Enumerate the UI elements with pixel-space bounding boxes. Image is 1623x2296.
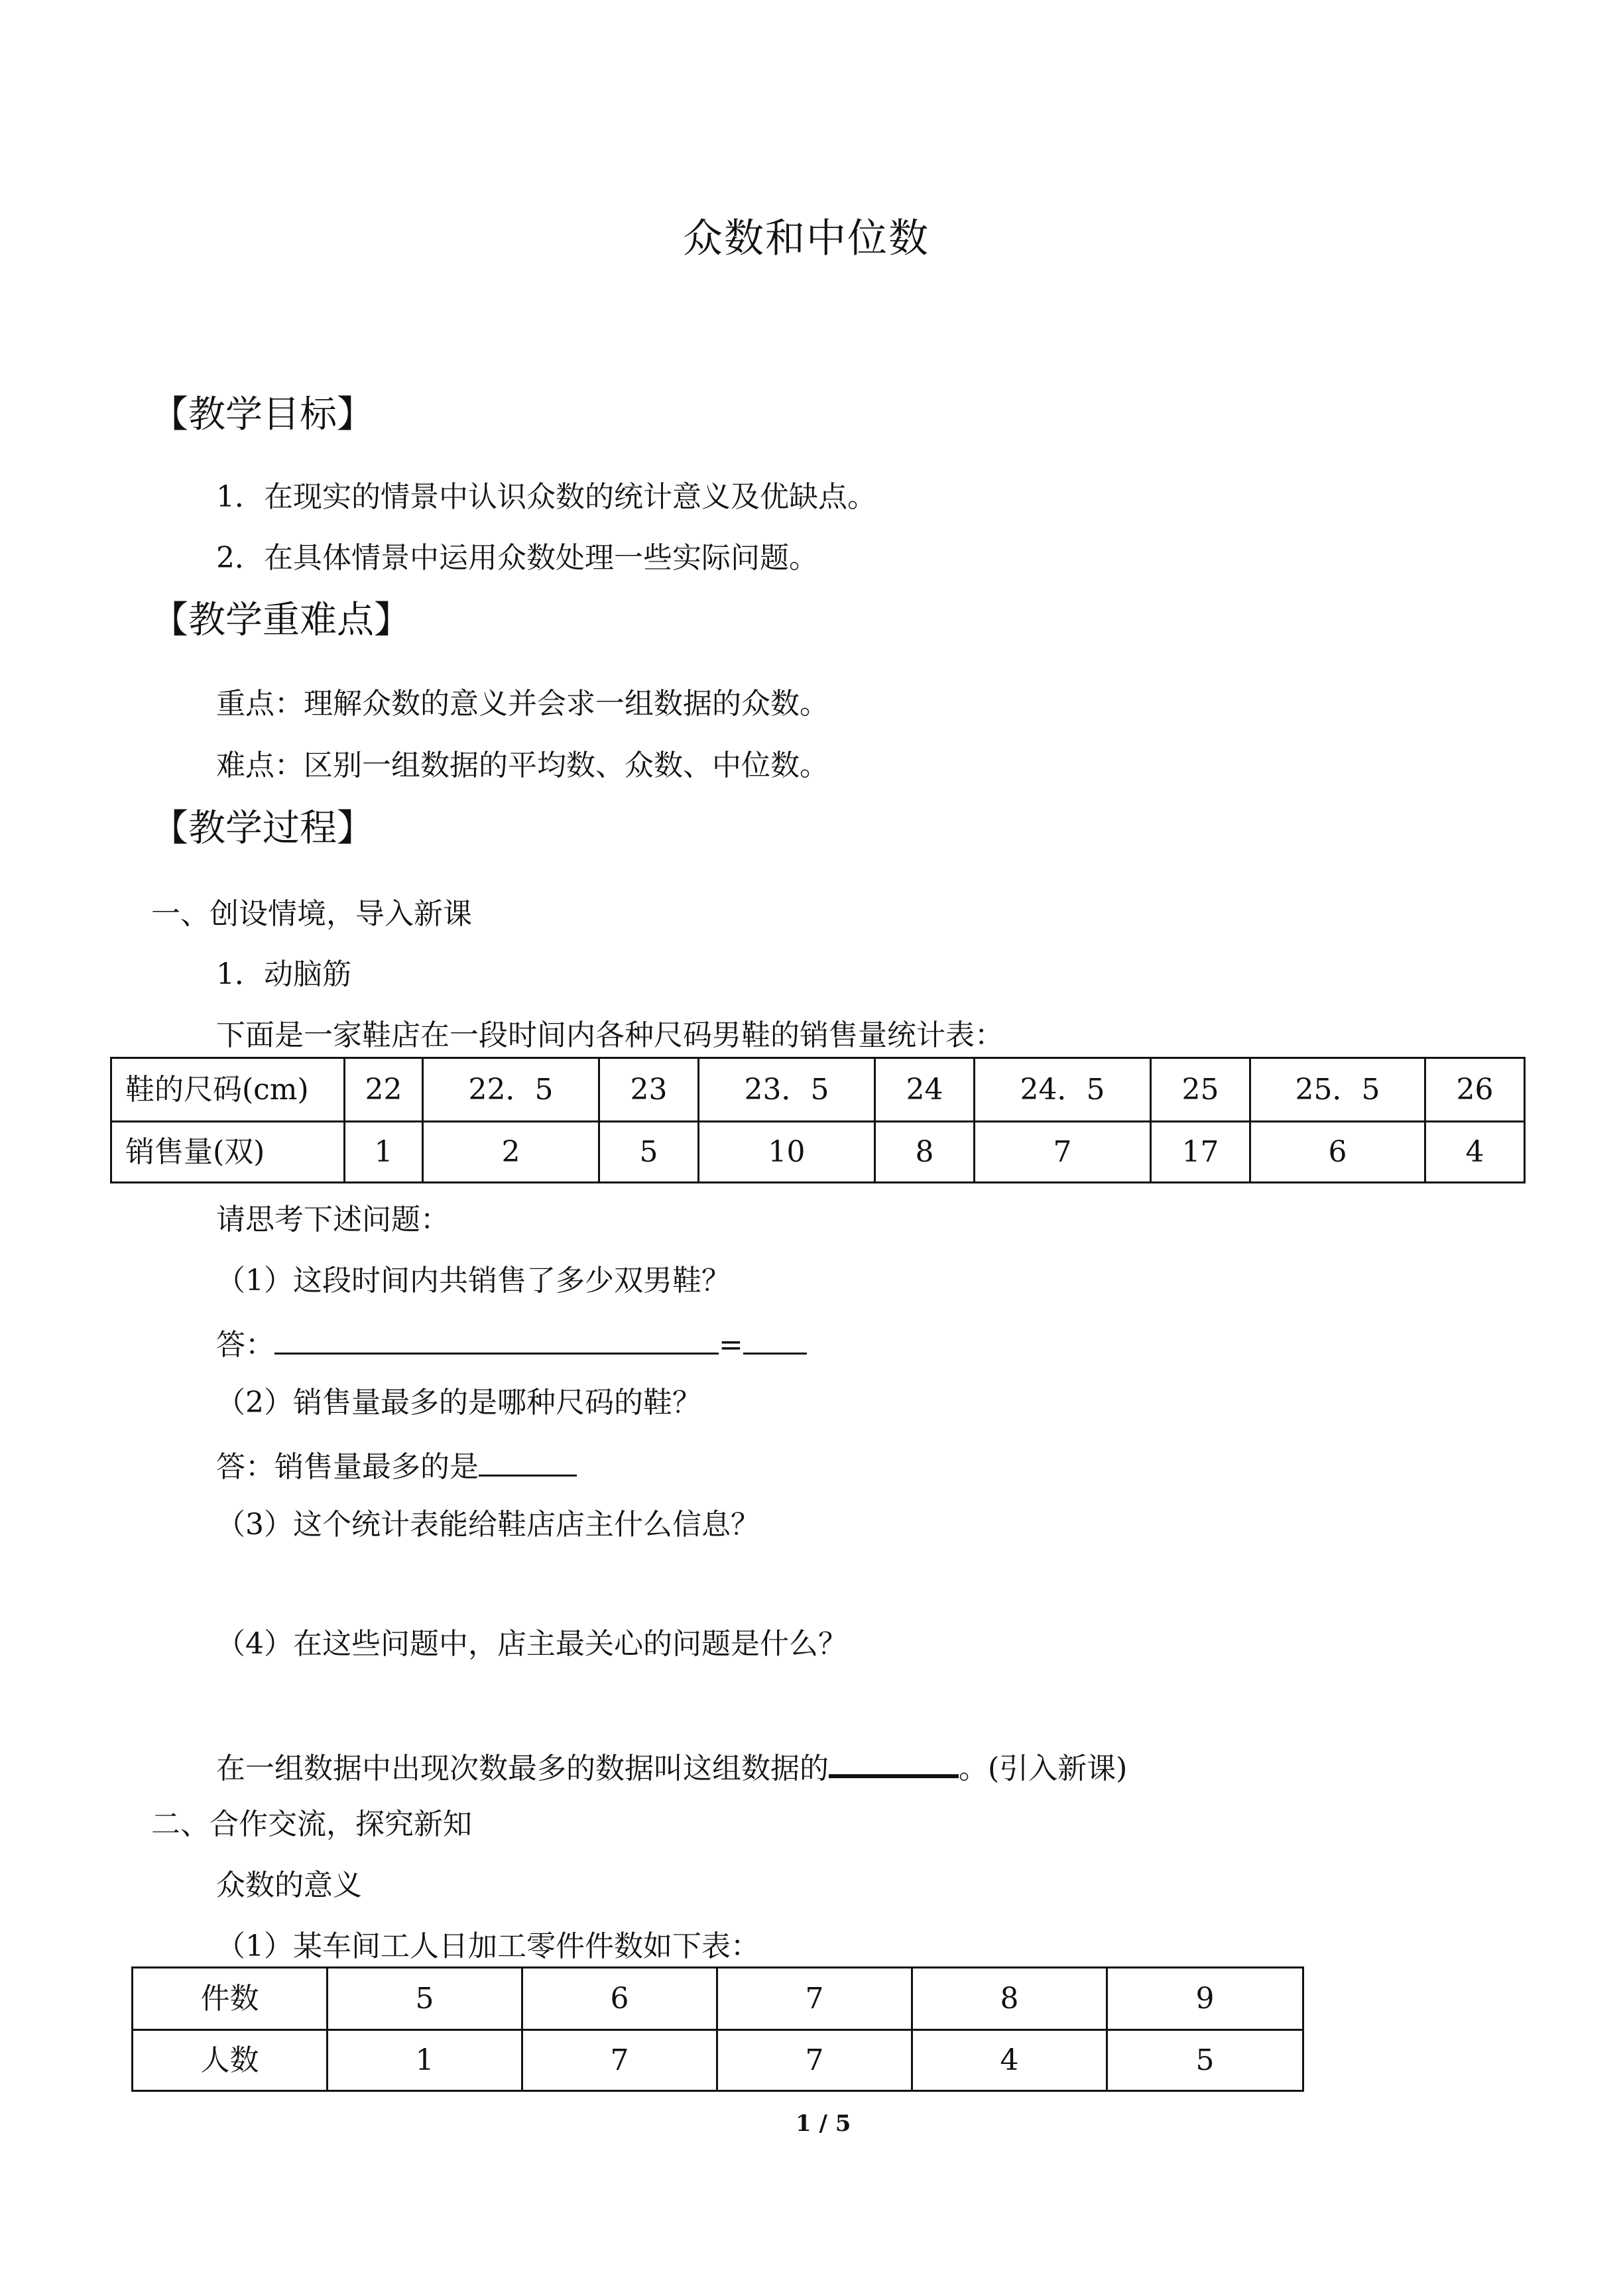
- part1-heading: 一、创设情境，导入新课: [151, 897, 472, 931]
- definition-text: 在一组数据中出现次数最多的数据叫这组数据的: [216, 1752, 829, 1785]
- question-1: （1）这段时间内共销售了多少双男鞋？: [216, 1264, 731, 1298]
- question-2: （2）销售量最多的是哪种尺码的鞋？: [216, 1386, 701, 1420]
- definition-suffix: 。(引入新课): [959, 1752, 1128, 1785]
- sales-cell: 17: [1151, 1122, 1250, 1183]
- section-heading-key-points: 【教学重难点】: [151, 599, 411, 642]
- sales-cell: 5: [599, 1122, 699, 1183]
- row-label-people: 人数: [133, 2030, 328, 2091]
- answer-1-equals: =: [719, 1328, 743, 1362]
- people-cell: 5: [1107, 2030, 1303, 2091]
- key-point-difficulty: 难点：区别一组数据的平均数、众数、中位数。: [216, 749, 829, 782]
- people-cell: 1: [328, 2030, 522, 2091]
- size-cell: 24: [875, 1058, 975, 1122]
- people-cell: 7: [522, 2030, 717, 2091]
- size-cell: 25．5: [1250, 1058, 1425, 1122]
- answer-1-blank[interactable]: [274, 1327, 719, 1355]
- pieces-cell: 5: [328, 1968, 522, 2030]
- part2-sub: 众数的意义: [216, 1868, 362, 1902]
- answer-1-result-blank[interactable]: [743, 1327, 807, 1355]
- part2-intro: （1）某车间工人日加工零件件数如下表：: [216, 1929, 760, 1963]
- page-number: 1 / 5: [796, 2110, 851, 2137]
- pieces-cell: 6: [522, 1968, 717, 2030]
- size-cell: 22．5: [423, 1058, 599, 1122]
- answer-1: [216, 1327, 807, 1360]
- part1-sub: 1．动脑筋: [216, 957, 351, 991]
- page-title: 众数和中位数: [683, 215, 930, 262]
- part2-heading: 二、合作交流，探究新知: [151, 1807, 472, 1841]
- row-label-pieces: 件数: [133, 1968, 328, 2030]
- size-cell: 26: [1425, 1058, 1525, 1122]
- size-cell: 24．5: [975, 1058, 1151, 1122]
- sales-cell: 6: [1250, 1122, 1425, 1183]
- key-point-focus: 重点：理解众数的意义并会求一组数据的众数。: [216, 687, 829, 721]
- question-3: （3）这个统计表能给鞋店店主什么信息？: [216, 1508, 760, 1541]
- size-cell: 23: [599, 1058, 699, 1122]
- sales-cell: 1: [345, 1122, 423, 1183]
- definition-blank[interactable]: [829, 1749, 959, 1778]
- shoe-sales-table: [110, 1057, 1526, 1183]
- question-4: （4）在这些问题中，店主最关心的问题是什么？: [216, 1627, 847, 1661]
- sales-cell: 4: [1425, 1122, 1525, 1183]
- think-prompt: 请思考下述问题：: [216, 1203, 450, 1237]
- sales-cell: 2: [423, 1122, 599, 1183]
- answer-2: [216, 1449, 577, 1482]
- size-cell: 25: [1151, 1058, 1250, 1122]
- answer-2-blank[interactable]: [479, 1449, 577, 1477]
- section-heading-objectives: 【教学目标】: [151, 393, 374, 436]
- objective-2: 2．在具体情景中运用众数处理一些实际问题。: [216, 541, 818, 575]
- people-cell: 7: [717, 2030, 912, 2091]
- sales-cell: 10: [699, 1122, 875, 1183]
- pieces-cell: 7: [717, 1968, 912, 2030]
- answer-2-prefix: 答：销售量最多的是: [216, 1450, 479, 1484]
- answer-1-prefix: 答：: [216, 1328, 274, 1362]
- part1-intro: 下面是一家鞋店在一段时间内各种尺码男鞋的销售量统计表：: [216, 1018, 1004, 1052]
- mode-definition: [216, 1749, 1127, 1783]
- row-label-sales: 销售量(双): [111, 1122, 345, 1183]
- row-label-size: 鞋的尺码(cm): [111, 1058, 345, 1122]
- sales-cell: 8: [875, 1122, 975, 1183]
- section-heading-process: 【教学过程】: [151, 807, 374, 850]
- pieces-cell: 8: [912, 1968, 1107, 2030]
- size-cell: 22: [345, 1058, 423, 1122]
- sales-cell: 7: [975, 1122, 1151, 1183]
- people-cell: 4: [912, 2030, 1107, 2091]
- workshop-parts-table: [131, 1966, 1304, 2092]
- size-cell: 23．5: [699, 1058, 875, 1122]
- objective-1: 1．在现实的情景中认识众数的统计意义及优缺点。: [216, 480, 876, 514]
- pieces-cell: 9: [1107, 1968, 1303, 2030]
